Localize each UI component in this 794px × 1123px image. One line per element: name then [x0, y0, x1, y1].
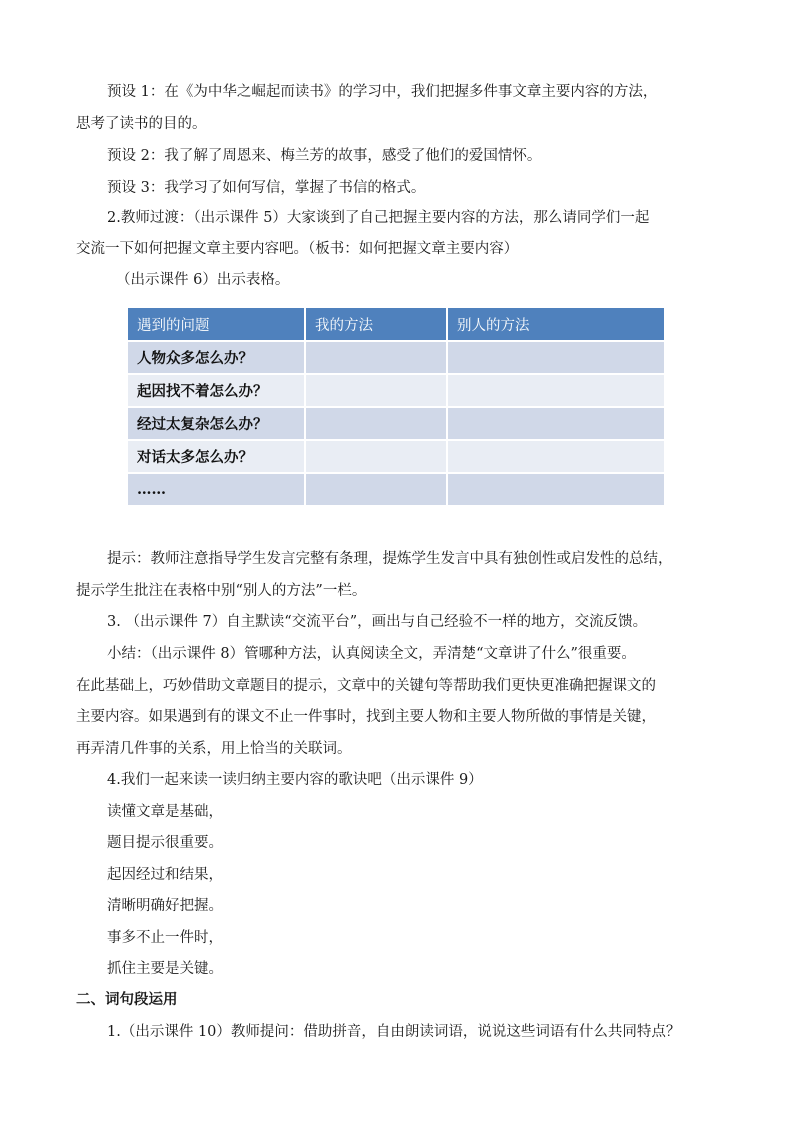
question-line: 1.（出示课件 10）教师提问：借助拼音，自由朗读词语，说说这些词语有什么共同特点？ [107, 1024, 681, 1040]
show-table-line: （出示课件 6）出示表格。 [116, 272, 290, 288]
rhyme-line: 事多不止一件时， [107, 930, 223, 946]
table-cell [448, 408, 666, 441]
table-header-cell: 别人的方法 [448, 308, 666, 342]
table-cell [306, 342, 448, 375]
section-2-heading: 二、词句段运用 [76, 991, 178, 1008]
rhyme-line: 清晰明确好把握。 [107, 898, 223, 914]
table-cell [448, 474, 666, 507]
table-cell [306, 474, 448, 507]
teacher-transition-line-2: 交流一下如何把握文章主要内容吧。（板书：如何把握文章主要内容） [76, 241, 519, 257]
teacher-transition-line-1: 2.教师过渡：（出示课件 5）大家谈到了自己把握主要内容的方法，那么请同学们一起 [107, 210, 650, 226]
table-header-row [128, 308, 666, 342]
table-cell [306, 441, 448, 474]
table-row [128, 408, 666, 441]
tip-line-2: 提示学生批注在表格中别“别人的方法”一栏。 [76, 583, 367, 599]
table-row [128, 342, 666, 375]
table-cell [448, 342, 666, 375]
rhyme-line: 起因经过和结果， [107, 867, 223, 883]
summary-line-4: 再弄清几件事的关系，用上恰当的关联词。 [76, 741, 352, 757]
preset-1-line-2: 思考了读书的目的。 [76, 116, 207, 132]
preset-2: 预设 2：我了解了周恩来、梅兰芳的故事，感受了他们的爱国情怀。 [107, 148, 542, 164]
table-cell [448, 441, 666, 474]
methods-table [128, 308, 666, 507]
preset-3: 预设 3：我学习了如何写信，掌握了书信的格式。 [107, 180, 426, 196]
table-cell: 经过太复杂怎么办？ [128, 408, 306, 441]
rhyme-line: 题目提示很重要。 [107, 835, 223, 851]
rhyme-line: 读懂文章是基础， [107, 804, 223, 820]
table-cell [448, 375, 666, 408]
table-cell [306, 375, 448, 408]
table-cell: 起因找不着怎么办？ [128, 375, 306, 408]
table-cell: 人物众多怎么办？ [128, 342, 306, 375]
preset-1-line-1: 预设 1：在《为中华之崛起而读书》的学习中，我们把握多件事文章主要内容的方法， [107, 84, 658, 100]
table-cell: 对话太多怎么办？ [128, 441, 306, 474]
table-row [128, 441, 666, 474]
table-row [128, 375, 666, 408]
table-header-cell: 我的方法 [306, 308, 448, 342]
summary-line-1: 小结：（出示课件 8）管哪种方法，认真阅读全文，弄清楚“文章讲了什么”很重要。 [107, 646, 636, 662]
self-reading-line: 3. （出示课件 7）自主默读“交流平台”，画出与自己经验不一样的地方，交流反馈。 [107, 614, 648, 630]
table-cell [306, 408, 448, 441]
table-header-cell: 遇到的问题 [128, 308, 306, 342]
rhyme-intro: 4.我们一起来读一读归纳主要内容的歌诀吧（出示课件 9） [107, 772, 483, 788]
summary-line-2: 在此基础上，巧妙借助文章题目的提示，文章中的关键句等帮助我们更快更准确把握课文的 [76, 678, 656, 694]
table-row [128, 474, 666, 507]
tip-line-1: 提示：教师注意指导学生发言完整有条理，提炼学生发言中具有独创性或启发性的总结， [107, 551, 673, 567]
rhyme-line: 抓住主要是关键。 [107, 961, 223, 977]
table-cell: …… [128, 474, 306, 507]
summary-line-3: 主要内容。如果遇到有的课文不止一件事时，找到主要人物和主要人物所做的事情是关键， [76, 709, 656, 725]
